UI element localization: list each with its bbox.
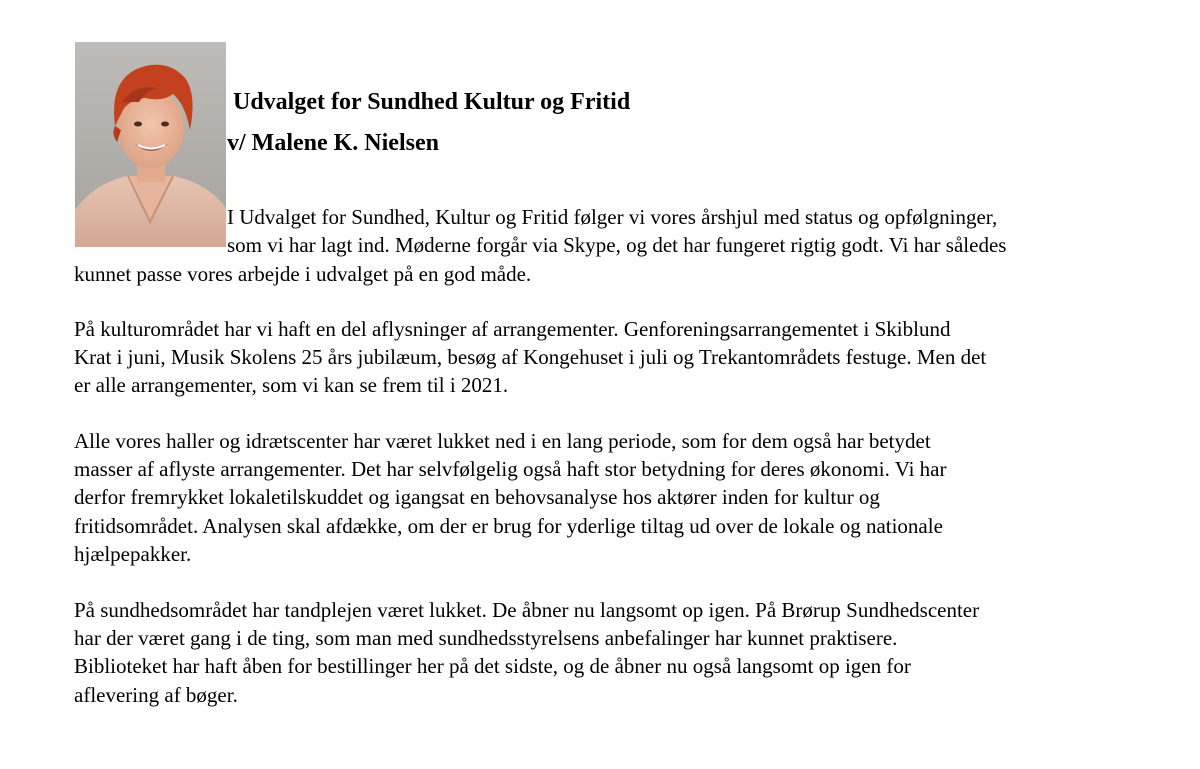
paragraph-line: Biblioteket har haft åben for bestillinger her på det sidste, og de åbner nu også langsomt op igen for — [74, 654, 911, 678]
paragraph-line: kunnet passe vores arbejde i udvalget på en god måde. — [74, 262, 532, 286]
paragraph-line: Alle vores haller og idrætscenter har været lukket ned i en lang periode, som for dem også har betydet — [74, 429, 931, 453]
article-title: Udvalget for Sundhed Kultur og Fritid — [233, 89, 631, 115]
paragraph-line: I Udvalget for Sundhed, Kultur og Fritid følger vi vores årshjul med status og opfølgninger, — [227, 205, 998, 229]
paragraph-line: aflevering af bøger. — [74, 683, 238, 707]
paragraph-line: er alle arrangementer, som vi kan se frem til i 2021. — [74, 373, 509, 397]
paragraph-line: hjælpepakker. — [74, 542, 192, 566]
paragraph-line: har der været gang i de ting, som man med sundhedsstyrelsens anbefalinger har kunnet praktisere. — [74, 626, 898, 650]
paragraph-line: som vi har lagt ind. Møderne forgår via Skype, og det har fungeret rigtig godt. Vi har således — [227, 233, 1007, 257]
article-byline: v/ Malene K. Nielsen — [227, 130, 439, 156]
paragraph-line: Krat i juni, Musik Skolens 25 års jubilæum, besøg af Kongehuset i juli og Trekantområdets festuge. Men det — [74, 345, 987, 369]
paragraph-line: På kulturområdet har vi haft en del aflysninger af arrangementer. Genforeningsarrangementet i Skiblund — [74, 317, 951, 341]
paragraph-line: fritidsområdet. Analysen skal afdække, om der er brug for yderlige tiltag ud over de lokale og nationale — [74, 514, 943, 538]
paragraph-line: derfor fremrykket lokaletilskuddet og igangsat en behovsanalyse hos aktører inden for kultur og — [74, 485, 880, 509]
paragraph-line: På sundhedsområdet har tandplejen været lukket. De åbner nu langsomt op igen. På Brørup Sundhedscenter — [74, 598, 980, 622]
author-portrait — [75, 42, 226, 247]
paragraph-line: masser af aflyste arrangementer. Det har selvfølgelig også haft stor betydning for deres økonomi. Vi har — [74, 457, 947, 481]
